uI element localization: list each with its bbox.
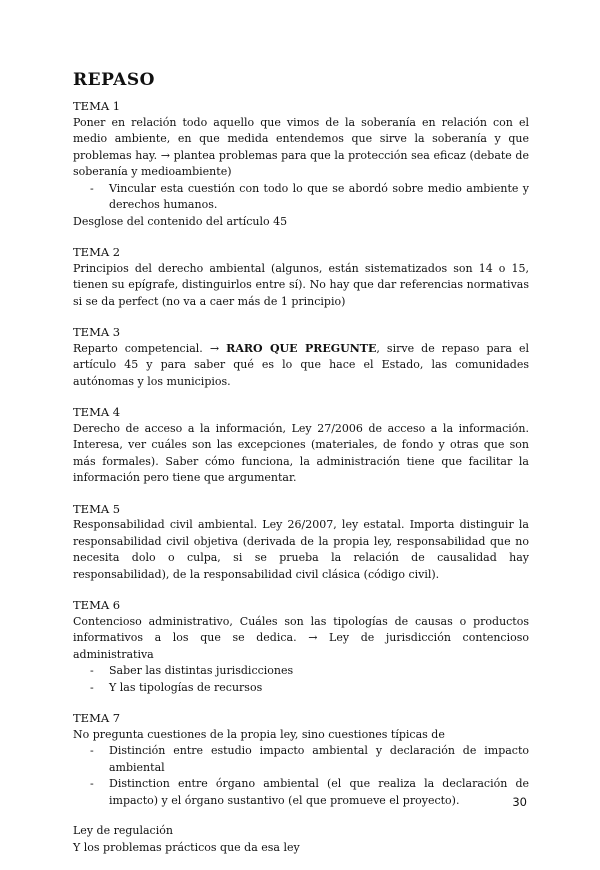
text-run: Reparto competencial. → — [73, 341, 227, 355]
bullet-list — [73, 743, 529, 809]
text-run: , sirve de repaso para el artículo 45 y para saber qué es lo que hace el Estado, las comunidades autónomas y los municipios. — [73, 341, 529, 388]
tema-heading: TEMA 7 — [73, 711, 121, 725]
section-tema-1 — [73, 98, 529, 230]
section-tema-6 — [73, 597, 529, 696]
paragraph — [73, 341, 529, 391]
tema-heading: TEMA 4 — [73, 405, 121, 419]
paragraph: Desglose del contenido del artículo 45 — [73, 214, 288, 228]
section-closing — [73, 823, 529, 856]
section-tema-5 — [73, 501, 529, 584]
list-item: - Saber las distintas jurisdicciones — [73, 663, 529, 680]
section-tema-2 — [73, 244, 529, 310]
paragraph: Responsabilidad civil ambiental. Ley 26/2007, ley estatal. Importa distinguir la responsabilidad civil objetiva (derivada de la propia ley, responsabilidad que no necesita dolo o culpa, si se prueba la relación de causalidad hay responsabilidad), de la responsabilidad civil clásica (código civil). — [73, 518, 529, 581]
list-item: - Distinción entre estudio impacto ambiental y declaración de impacto ambiental — [73, 743, 529, 776]
closing-line: Ley de regulación — [73, 824, 173, 837]
tema-heading: TEMA 1 — [73, 99, 121, 113]
tema-heading: TEMA 2 — [73, 245, 121, 259]
tema-heading: TEMA 5 — [73, 501, 121, 516]
paragraph: Contencioso administrativo, Cuáles son las tipologías de causas o productos informativos a los que se dedica. → Ley de jurisdicción contencioso administrativa — [73, 614, 529, 661]
bold-text: RARO QUE PREGUNTE — [226, 341, 377, 355]
document-page — [73, 70, 529, 870]
paragraph: Poner en relación todo aquello que vimos de la soberanía en relación con el medio ambiente, en que medida entendemos que sirve la soberanía y que problemas hay. → plantea problemas para que la protección sea eficaz (debate de soberanía y medioambiente) — [73, 115, 529, 178]
tema-heading: TEMA 6 — [73, 598, 121, 612]
paragraph: Principios del derecho ambiental (algunos, están sistematizados son 14 o 15, tienen su epígrafe, distinguirlos entre sí). No hay que dar referencias normativas si se da perfect (no va a caer más de 1 principio) — [73, 261, 529, 308]
section-tema-4 — [73, 404, 529, 487]
bullet-list — [73, 181, 529, 214]
tema-heading: TEMA 3 — [73, 325, 121, 339]
list-item: - Vincular esta cuestión con todo lo que se abordó sobre medio ambiente y derechos humanos. — [73, 181, 529, 214]
paragraph: Derecho de acceso a la información, Ley 27/2006 de acceso a la información. Interesa, ver cuáles son las excepciones (materiales, de fondo y otras que son más formales). Saber cómo funciona, la administración tiene que facilitar la información pero tiene que argumentar. — [73, 421, 529, 484]
list-item: - Distinction entre órgano ambiental (el que realiza la declaración de impacto) y el órgano sustantivo (el que promueve el proyecto). — [73, 776, 529, 809]
paragraph: No pregunta cuestiones de la propia ley, sino cuestiones típicas de — [73, 727, 445, 741]
page-number: 30 — [512, 795, 527, 809]
bullet-list — [73, 663, 529, 696]
list-item: - Y las tipologías de recursos — [73, 680, 529, 697]
closing-line: Y los problemas prácticos que da esa ley — [73, 840, 300, 854]
page-title: REPASO — [73, 70, 155, 90]
section-tema-7 — [73, 710, 529, 809]
section-tema-3 — [73, 324, 529, 390]
